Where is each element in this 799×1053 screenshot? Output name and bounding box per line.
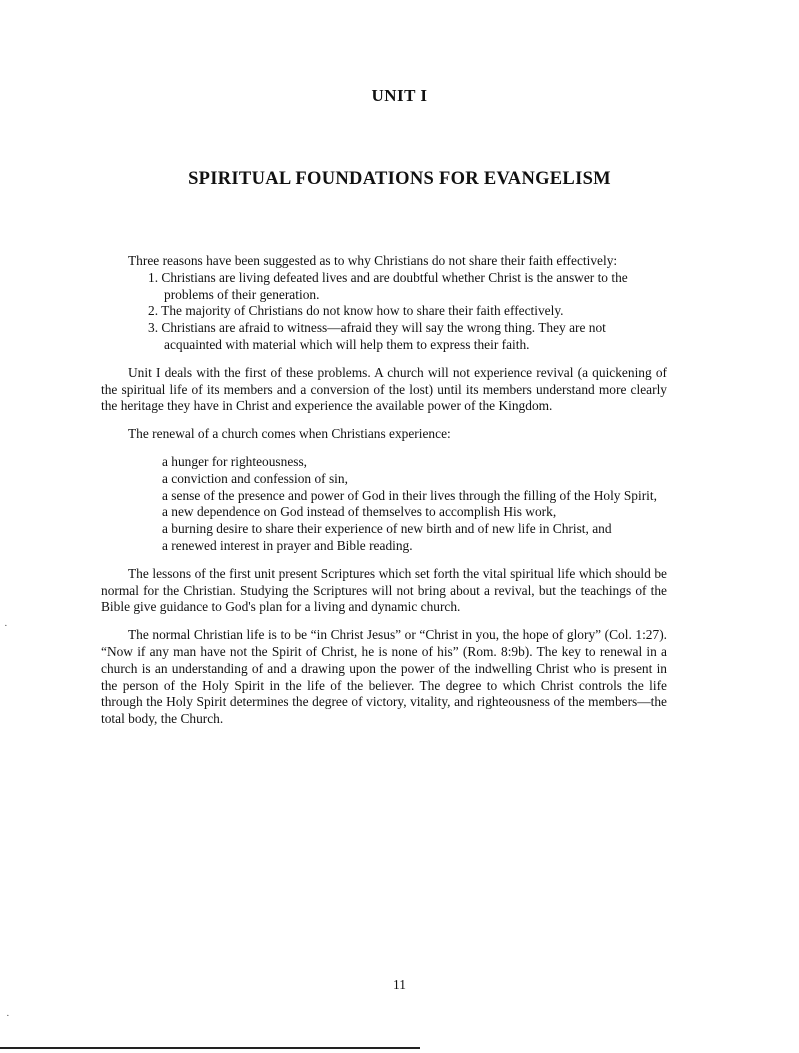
renewal-intro: The renewal of a church comes when Christians experience:: [128, 426, 451, 442]
reasons-list: [148, 270, 667, 354]
reason-item: 2. The majority of Christians do not know how to share their faith effectively.: [148, 303, 564, 319]
reason-item: 3. Christians are afraid to witness—afraid they will say the wrong thing. They are not acquainted with material which will help them to express their faith.: [148, 320, 606, 352]
experience-item: a new dependence on God instead of themselves to accomplish His work,: [162, 504, 557, 520]
scan-mark: ·: [4, 620, 8, 632]
experience-item: a sense of the presence and power of God in their lives through the filling of the Holy Spirit,: [162, 487, 657, 503]
page-title: SPIRITUAL FOUNDATIONS FOR EVANGELISM: [188, 169, 611, 189]
experiences-list: [162, 454, 667, 555]
reason-item: 1. Christians are living defeated lives and are doubtful whether Christ is the answer to the problems of their generation.: [148, 269, 628, 302]
lessons-paragraph: The lessons of the first unit present Scriptures which set forth the vital spiritual life which should be normal for the Christian. Studying the Scriptures will not bring about a revival, but the teachings of the Bible give guidance to God's plan for a living and dynamic church.: [101, 565, 667, 615]
experience-item: a conviction and confession of sin,: [162, 470, 348, 486]
scan-mark: ·: [6, 1010, 10, 1022]
experience-item: a renewed interest in prayer and Bible reading.: [162, 537, 413, 553]
unit-paragraph: Unit I deals with the first of these problems. A church will not experience revival (a quickening of the spiritual life of its members and a conversion of the lost) until its members understand more clearly the heritage they have in Christ and experience the available power of the Kingdom.: [101, 364, 667, 414]
intro-paragraph: Three reasons have been suggested as to why Christians do not share their faith effectively:: [128, 253, 618, 268]
body-text: [101, 253, 667, 728]
experience-item: a hunger for righteousness,: [162, 453, 308, 469]
normal-life-paragraph: The normal Christian life is to be “in Christ Jesus” or “Christ in you, the hope of glory” (Col. 1:27). “Now if any man have not the Spirit of Christ, he is none of his” (Rom. 8:9b). The key to renewal in a church is an understanding of and a drawing upon the power of the indwelling Christ who is present in the person of the Holy Spirit in the life of the believer. The degree to which Christ controls the life through the Holy Spirit determines the degree of victory, vitality, and righteousness of the members—the total body, the Church.: [101, 627, 667, 727]
bottom-rule: [0, 1047, 420, 1049]
unit-title: UNIT I: [371, 86, 428, 105]
experience-item: a burning desire to share their experience of new birth and of new life in Christ, and: [162, 521, 612, 537]
page-number: 11: [393, 977, 406, 992]
